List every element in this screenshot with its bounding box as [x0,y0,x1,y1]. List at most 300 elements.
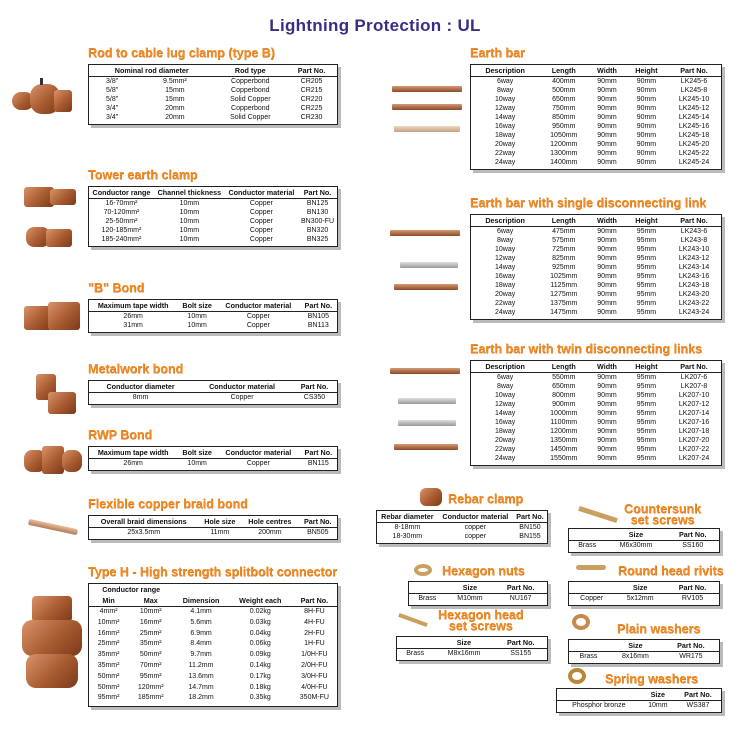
table-row [409,594,547,604]
table-row [377,523,547,533]
table-row [471,140,721,149]
table-cell: 1H-FU [304,640,325,648]
table-cell: RV105 [681,595,704,602]
b-bond-table [89,300,337,332]
braid-section [88,497,338,540]
rod-clamp-image [12,78,74,128]
header-cell: Hole size [198,516,241,528]
table-cell: 90mm [597,383,617,390]
table-row [89,312,337,322]
header-cell: Part No. [286,65,337,77]
rebar-table [377,511,547,543]
type-h-section [88,565,338,707]
table-cell: Copper [249,236,273,243]
table-cell: 90mm [636,105,657,112]
table-row [89,693,337,704]
table-row [89,393,337,403]
table-cell: 0.17kg [249,672,271,680]
table-cell: 90mm [636,87,657,94]
header-cell: Part No. [663,640,719,652]
header-cell: Size [608,640,663,652]
table-row [89,86,337,95]
table-cell: Copper [249,200,273,207]
header-cell: Rod type [214,65,286,77]
table-cell: 1350mm [550,437,578,444]
table-cell: Copper [249,227,273,234]
spring-washers-title: Spring washers [605,672,699,686]
rebar-section [376,510,548,544]
countersunk-title [624,504,701,526]
table-cell: 10mm [187,322,207,329]
rivits-table [569,582,719,605]
table-cell: 14way [495,410,516,417]
table-cell: 22way [495,446,516,453]
table-cell: 15mm [165,96,185,103]
table-cell: 12way [495,401,516,408]
table-row [89,77,337,87]
header-cell: Channel thickness [154,187,225,199]
table-cell: Copper [249,209,273,216]
table-cell: 12way [495,105,516,112]
table-cell: BN300-FU [301,218,335,225]
header-cell: Conductor range [89,187,154,199]
table-cell: M8x16mm [447,650,481,657]
header-cell: Size [433,637,494,649]
table-cell: LK243-18 [678,282,710,289]
countersunk-table [569,529,719,552]
hex-nut-image [414,564,434,578]
table-cell: 0.02kg [249,608,271,615]
table-cell: 1000mm [550,410,578,417]
table-cell: NU167 [509,595,532,602]
table-cell: 95mm [636,410,657,417]
table-cell: 650mm [552,383,576,390]
header-cell: Part No. [666,582,719,594]
header-cell: Part No. [494,637,547,649]
table-cell: M10mm [457,595,483,602]
table-cell: LK243-16 [678,273,710,280]
section-title: RWP Bond [88,428,153,442]
table-cell: 8way [496,383,514,390]
header-cell: Height [626,215,667,227]
table-cell: 1125mm [550,282,578,289]
table-row [471,418,721,427]
table-cell: 8-18mm [394,524,421,531]
table-cell: BN115 [307,460,329,467]
table-row [89,95,337,104]
table-cell: 90mm [597,455,617,462]
rivits-section [568,581,720,606]
table-cell: 95mm [636,419,657,426]
table-cell: 2/0H-FU [301,661,328,669]
table-cell: LK207-8 [680,383,708,390]
table-cell: 70mm² [139,661,162,669]
table-cell: 6.9mm [190,629,212,637]
table-row [471,281,721,290]
table-cell: LK207-10 [678,392,710,399]
table-row [89,661,337,672]
table-row [471,409,721,418]
table-row [569,541,719,551]
table-cell: 1100mm [550,419,578,426]
table-cell: 10mm [648,702,668,709]
table-cell: 90mm [597,282,617,289]
table-cell: SS155 [510,650,532,657]
table-row [471,427,721,436]
hex-nuts-section [408,581,548,606]
table-cell: 10mm [187,460,207,467]
table-cell: 95mm [636,237,657,244]
table-cell: LK243-10 [678,246,710,253]
table-cell: 475mm [552,228,576,235]
table-cell: BN320 [306,227,329,234]
table-cell: CR220 [300,96,323,103]
table-cell: 10mm² [97,618,120,626]
header-cell: Width [588,65,625,77]
table-cell: 90mm [636,114,657,121]
rebar-title: Rebar clamp [448,492,524,506]
table-cell: Brass [418,595,437,602]
table-cell: CR230 [300,114,323,121]
earth-bar-single-image [390,222,464,304]
table-cell: LK245-12 [678,105,710,112]
table-cell: 90mm [597,428,617,435]
table-cell: 95mm² [97,694,120,702]
metalwork-bond-image [30,374,80,420]
table-cell: 90mm [597,228,617,235]
table-row [89,217,337,226]
table-cell: 20mm [165,105,185,112]
table-row [471,299,721,308]
table-row [89,104,337,113]
table-cell: 90mm [597,78,617,85]
table-row [471,236,721,245]
header-cell: Conductor range [89,584,173,595]
table-cell: LK243-20 [678,291,710,298]
table-row [471,149,721,158]
table-cell: 90mm [597,446,617,453]
table-cell: 8way [496,237,514,244]
table-cell: 90mm [597,141,617,148]
table-cell: 8mm [132,394,149,401]
table-cell: 14way [495,264,516,271]
table-cell: 95mm [636,291,657,298]
table-cell: 12way [495,255,516,262]
header-cell: Conductor material [217,447,300,459]
plain-washers-table [569,640,719,663]
table-row [471,290,721,299]
table-row [89,199,337,209]
table-cell: 10way [495,96,516,103]
table-cell: 4mm² [99,608,118,615]
table-cell: 11mm [210,529,230,536]
table-row [471,272,721,281]
table-row [471,95,721,104]
table-row [471,400,721,409]
hex-head-section [396,636,548,661]
type-h-table [89,584,337,706]
table-cell: CR205 [300,78,323,85]
table-cell: 8way [496,87,514,94]
table-cell: 6way [496,228,514,235]
table-cell: 10mm [187,313,207,320]
table-cell: 18way [495,132,516,139]
plain-washer-image [572,614,590,630]
header-cell: Overall braid dimensions [89,516,198,528]
table-cell: 95mm [636,282,657,289]
header-cell: Maximum tape width [89,447,177,459]
table-cell: 95mm [636,228,657,235]
header-cell: Part No. [300,300,337,312]
table-row [89,321,337,330]
table-cell: LK243-22 [678,300,710,307]
header-cell: Part No. [300,447,337,459]
table-cell: BN155 [519,533,541,540]
table-cell: 15mm [165,87,185,94]
table-cell: 90mm [597,159,617,166]
table-cell: 5/8" [106,87,119,94]
table-row [89,672,337,683]
tower-clamp-table [89,187,337,246]
table-row [471,373,721,383]
table-cell: 185-240mm² [101,236,142,243]
table-cell: 26mm [123,313,143,320]
table-cell: 90mm [597,309,617,316]
table-row [471,122,721,131]
table-cell: 24way [495,309,516,316]
table-row [471,86,721,95]
table-row [471,308,721,317]
table-row [471,454,721,463]
table-cell: 95mm² [139,672,162,680]
table-cell: 31mm [123,322,143,329]
table-cell: 90mm [636,132,657,139]
table-row [471,245,721,254]
table-cell: 3/4" [106,114,119,121]
table-row [89,607,337,618]
table-cell: 90mm [597,87,617,94]
tower-clamp-image [20,185,80,255]
section-title: Earth bar [470,46,525,60]
table-cell: 16-70mm² [105,200,138,207]
table-row [89,650,337,661]
table-cell: 18way [495,282,516,289]
header-cell: Max [128,595,173,607]
table-cell: 350M-FU [299,694,329,702]
header-cell: Rebar diameter [377,511,438,523]
header-cell: Conductor diameter [89,381,192,393]
table-cell: 1300mm [550,150,578,157]
table-cell: BN125 [306,200,329,207]
table-row [89,683,337,694]
table-cell: CR215 [300,87,323,94]
tower-clamp-section [88,168,338,247]
table-row [471,436,721,445]
header-cell: Length [539,361,588,373]
table-cell: 25mm² [97,640,120,648]
table-cell: 50mm² [97,672,120,680]
rwp-section [88,428,338,471]
section-title: Metalwork bond [88,362,184,376]
table-cell: Copper [580,595,604,602]
section-title: Type H - High strength splitbolt connector [88,565,338,579]
table-cell: 4/0H-FU [301,683,328,691]
table-cell: 0.18kg [249,683,271,691]
table-cell: 1475mm [550,309,578,316]
table-cell: 3/0H-FU [301,672,328,680]
table-cell: LK243-24 [678,309,710,316]
table-cell: 20mm [165,114,185,121]
table-cell: LK207-18 [678,428,710,435]
table-cell: 18way [495,428,516,435]
table-cell: LK207-12 [678,401,710,408]
header-cell: Description [471,361,539,373]
table-cell: 90mm [636,159,657,166]
table-cell: BN113 [307,322,329,329]
table-row [397,649,547,659]
table-cell: SS160 [682,542,704,549]
table-cell: 20way [495,437,516,444]
table-row [89,113,337,122]
table-row [471,391,721,400]
header-cell: Size [614,582,666,594]
table-cell: 18.2mm [188,694,214,702]
table-cell: 20way [495,291,516,298]
table-row [89,528,337,538]
header-cell: Min [89,595,128,607]
header-cell: Conductor material [225,187,298,199]
table-cell: 95mm [636,246,657,253]
table-cell: LK207-22 [678,446,710,453]
table-cell: BN325 [306,236,329,243]
table-cell: 8.4mm [190,640,212,648]
table-row [471,158,721,167]
table-cell: LK243-8 [680,237,708,244]
table-cell: Solid Copper [230,114,271,121]
table-cell: 120mm² [137,683,164,691]
header-cell: Part No. [298,187,337,199]
header-cell: Part No. [675,689,721,701]
table-cell: Brass [578,542,597,549]
table-cell: 90mm [636,123,657,130]
table-row [471,227,721,237]
section-title: set screws [448,619,513,633]
table-cell: BN105 [307,313,330,320]
table-cell: LK207-16 [678,419,710,426]
table-cell: 0.03kg [249,618,271,626]
table-cell: 95mm [636,383,657,390]
table-cell: 70-120mm² [103,209,140,216]
header-cell: Hole centres [241,516,298,528]
table-cell: Copper [246,313,270,320]
table-cell: 24way [495,455,516,462]
header-cell: Width [588,361,625,373]
table-cell: 35mm² [97,661,120,669]
header-cell: Bolt size [177,447,217,459]
table-cell: 90mm [597,123,617,130]
table-cell: 0.35kg [249,694,271,702]
table-cell: 35mm² [97,651,120,659]
table-cell: 90mm [597,300,617,307]
table-cell: LK207-20 [678,437,710,444]
table-cell: 1/0H-FU [301,651,328,659]
table-cell: 24way [495,159,516,166]
table-cell: 9.5mm² [163,78,187,85]
header-cell: Conductor material [217,300,300,312]
countersunk-screw-image [578,506,622,524]
table-cell: BN505 [307,529,329,536]
table-cell: 50mm² [139,651,162,659]
table-cell: 35mm² [139,640,162,648]
table-cell: 1275mm [550,291,578,298]
table-cell: 10mm [179,218,200,225]
header-cell: Size [446,582,495,594]
table-cell: 1400mm [550,159,578,166]
table-cell: 25mm² [139,629,162,637]
table-cell: 1375mm [550,300,578,307]
table-cell: 1025mm [550,273,578,280]
table-cell: LK245-10 [678,96,710,103]
plain-washers-section [568,639,720,664]
table-cell: Brass [406,650,425,657]
header-cell: Maximum tape width [89,300,177,312]
table-cell: 3/4" [106,105,119,112]
plain-washers-title: Plain washers [617,622,701,636]
header-cell: Length [539,215,588,227]
table-row [89,639,337,650]
table-cell: 1550mm [550,455,578,462]
header-cell: Bolt size [177,300,217,312]
table-cell: 90mm [597,255,617,262]
table-cell: copper [464,524,487,531]
header-cell: Part No. [666,529,719,541]
table-cell: Brass [579,653,598,660]
table-row [89,208,337,217]
rebar-clamp-image [420,488,444,508]
table-row [569,594,719,604]
table-cell: 22way [495,300,516,307]
table-cell: 90mm [636,96,657,103]
table-cell: 95mm [636,437,657,444]
table-cell: 5/8" [106,96,119,103]
table-cell: 0.14kg [249,661,271,669]
table-cell: 95mm [636,309,657,316]
table-cell: 400mm [552,78,576,85]
table-cell: 95mm [636,374,657,381]
table-row [471,113,721,122]
table-cell: 500mm [552,87,576,94]
table-cell: LK245-8 [680,87,708,94]
header-cell: Part No. [292,584,337,607]
table-cell: Copper [246,460,270,467]
table-cell: 95mm [636,401,657,408]
table-cell: 16way [495,123,516,130]
header-cell: Size [605,529,666,541]
header-cell: Conductor material [192,381,292,393]
table-cell: 0.09kg [249,651,271,659]
table-cell: LK245-20 [678,141,710,148]
table-cell: 90mm [597,419,617,426]
table-cell: 90mm [597,291,617,298]
section-title: Earth bar with single disconnecting link [470,196,707,210]
hex-head-table [397,637,547,660]
table-cell: 10mm² [139,608,162,615]
table-row [471,263,721,272]
table-cell: Copperbond [231,78,270,85]
table-cell: 90mm [597,237,617,244]
hex-head-title [438,610,523,632]
header-cell: Width [588,215,625,227]
